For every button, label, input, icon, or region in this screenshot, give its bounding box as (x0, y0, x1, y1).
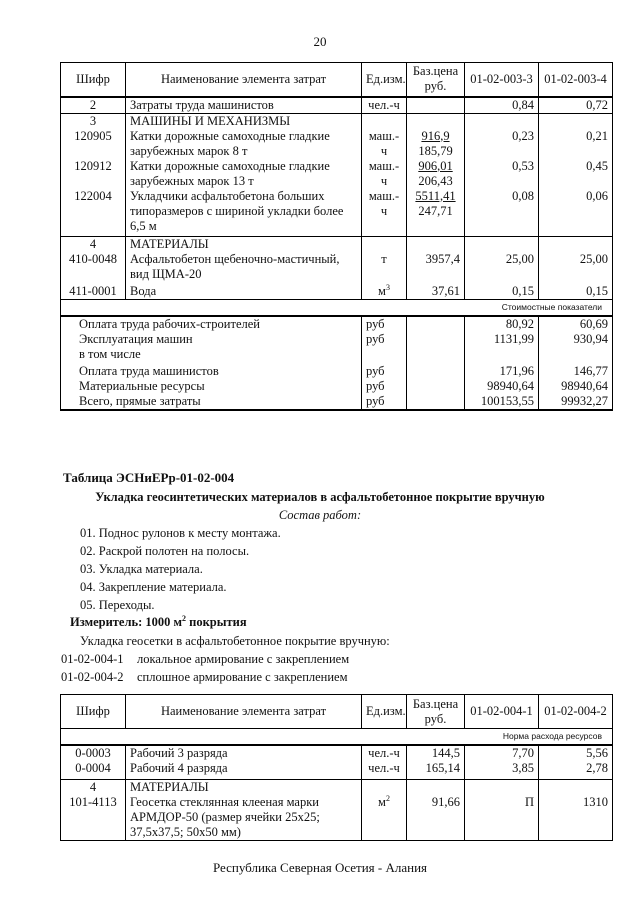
row-code: 410-0048 (61, 252, 126, 284)
row-price-2: 206,43 (418, 173, 453, 188)
cost-row (61, 364, 613, 379)
row-unit: чел.-ч (362, 761, 407, 779)
row-v1: П (465, 795, 539, 841)
row-price: 37,61 (407, 284, 465, 300)
page-number: 20 (313, 34, 327, 49)
cost-name: в том числе (61, 347, 362, 364)
table-row (61, 252, 613, 284)
code-id: 01-02-004-1 (61, 652, 124, 666)
table-row (61, 761, 613, 779)
row-name: Затраты труда машинистов (126, 97, 362, 114)
work-item: 01. Поднос рулонов к месту монтажа. (80, 526, 281, 540)
row-unit: м (378, 794, 386, 809)
row-code: 2 (61, 97, 126, 114)
row-price-2: 247,71 (418, 203, 453, 218)
cost-row (61, 379, 613, 394)
cost-unit: руб (362, 316, 407, 332)
row-unit: чел.-ч (362, 97, 407, 114)
norm-label: Норма расхода ресурсов (61, 729, 613, 746)
measure-sup: 2 (182, 613, 187, 623)
table-title: Таблица ЭСНиЕРр-01-02-004 (63, 470, 235, 485)
row-price: 144,5 (407, 745, 465, 761)
description: Укладка геосетки в асфальтобетонное покрытие вручную: (80, 634, 390, 648)
row-unit: маш.-ч (362, 159, 407, 189)
row-name: Катки дорожные самоходные гладкие зарубежных марок 13 т (126, 159, 362, 189)
code-text: локальное армирование с закреплением (137, 652, 350, 666)
row-v1: 0,08 (465, 189, 539, 237)
code-text: сплошное армирование с закреплением (137, 670, 348, 684)
code-id: 01-02-004-2 (61, 670, 124, 684)
row-v1: 25,00 (465, 252, 539, 284)
row-unit: чел.-ч (362, 745, 407, 761)
row-v2: 0,45 (539, 159, 613, 189)
section-title: МАШИНЫ И МЕХАНИЗМЫ (126, 113, 362, 129)
cost-unit: руб (362, 332, 407, 347)
row-price: 165,14 (407, 761, 465, 779)
header-col-003-4: 01-02-003-4 (539, 63, 613, 97)
table-row (61, 189, 613, 237)
footer: Республика Северная Осетия - Алания (212, 860, 428, 875)
header-price: Баз.цена руб. (407, 695, 465, 729)
row-v1: 0,84 (465, 97, 539, 114)
row-v1: 3,85 (465, 761, 539, 779)
row-v2: 5,56 (539, 745, 613, 761)
norm-label-row (61, 729, 613, 746)
row-code: 120912 (61, 159, 126, 189)
cost-v1: 98940,64 (465, 379, 539, 394)
row-unit: маш.-ч (362, 129, 407, 159)
row-unit: маш.-ч (362, 189, 407, 237)
header-name: Наименование элемента затрат (126, 63, 362, 97)
header-price: Баз.цена руб. (407, 63, 465, 97)
row-v1: 7,70 (465, 745, 539, 761)
cost-v1: 171,96 (465, 364, 539, 379)
header-col-004-2: 01-02-004-2 (539, 695, 613, 729)
row-v2: 2,78 (539, 761, 613, 779)
table-row (61, 284, 613, 300)
section-code: 3 (61, 113, 126, 129)
cost-unit: руб (362, 379, 407, 394)
cost-unit: руб (362, 364, 407, 379)
resource-table-1 (60, 62, 613, 411)
cost-v2: 146,77 (539, 364, 613, 379)
row-unit: т (362, 252, 407, 284)
measure (70, 615, 247, 630)
row-name: Рабочий 3 разряда (126, 745, 362, 761)
work-item: 03. Укладка материала. (80, 562, 203, 576)
section-code: 4 (61, 779, 126, 795)
section-row (61, 779, 613, 795)
row-name: Рабочий 4 разряда (126, 761, 362, 779)
header-code: Шифр (61, 63, 126, 97)
cost-v1: 80,92 (465, 316, 539, 332)
row-v1: 0,53 (465, 159, 539, 189)
table-row (61, 97, 613, 114)
measure-text: Измеритель: 1000 м (70, 615, 183, 629)
cost-row (61, 332, 613, 347)
row-price: 916,9 (421, 128, 450, 143)
work-item: 04. Закрепление материала. (80, 580, 227, 594)
header-unit: Ед.изм. (362, 63, 407, 97)
cost-unit: руб (362, 394, 407, 410)
section-row (61, 113, 613, 129)
row-unit: м (378, 284, 386, 298)
row-code: 0-0003 (61, 745, 126, 761)
header-col-004-1: 01-02-004-1 (465, 695, 539, 729)
cost-v2: 99932,27 (539, 394, 613, 410)
section-title: МАТЕРИАЛЫ (126, 237, 362, 253)
table-row (61, 129, 613, 159)
section-code: 4 (61, 237, 126, 253)
row-name: Вода (126, 284, 362, 300)
row-name: Геосетка стеклянная клееная марки АРМДОР-50 (размер ячейки 25х25; 37,5х37,5; 50х50 мм) (126, 795, 362, 841)
row-v2: 1310 (539, 795, 613, 841)
row-v2: 25,00 (539, 252, 613, 284)
cost-label: Стоимостные показатели (61, 300, 613, 317)
cost-row (61, 347, 613, 364)
row-v1: 0,23 (465, 129, 539, 159)
header-name: Наименование элемента затрат (126, 695, 362, 729)
cost-name: Оплата труда машинистов (61, 364, 362, 379)
cost-v2: 60,69 (539, 316, 613, 332)
cost-name: Эксплуатация машин (61, 332, 362, 347)
measure-tail: покрытия (186, 615, 247, 629)
row-v2: 0,21 (539, 129, 613, 159)
row-unit-sup: 3 (385, 282, 390, 292)
cost-label-row (61, 300, 613, 317)
row-price: 5511,41 (415, 188, 456, 203)
row-code: 122004 (61, 189, 126, 237)
table-row (61, 745, 613, 761)
header-code: Шифр (61, 695, 126, 729)
row-name: Асфальтобетон щебеночно-мастичный, вид ЩМА-20 (126, 252, 362, 284)
row-code: 0-0004 (61, 761, 126, 779)
cost-v2: 98940,64 (539, 379, 613, 394)
cost-v1: 100153,55 (465, 394, 539, 410)
row-price-2: 185,79 (418, 143, 453, 158)
row-code: 101-4113 (61, 795, 126, 841)
code-line (61, 670, 348, 685)
table-row (61, 159, 613, 189)
cost-name: Всего, прямые затраты (61, 394, 362, 410)
work-item: 02. Раскрой полотен на полосы. (80, 544, 250, 558)
row-price: 91,66 (407, 795, 465, 841)
row-code: 120905 (61, 129, 126, 159)
cost-v1: 1131,99 (465, 332, 539, 347)
row-price: 906,01 (418, 158, 453, 173)
work-item: 05. Переходы. (80, 598, 155, 612)
header-col-003-3: 01-02-003-3 (465, 63, 539, 97)
row-v2: 0,72 (539, 97, 613, 114)
row-v2: 0,06 (539, 189, 613, 237)
code-line (61, 652, 349, 667)
row-v2: 0,15 (539, 284, 613, 300)
header-unit: Ед.изм. (362, 695, 407, 729)
row-v1: 0,15 (465, 284, 539, 300)
cost-row (61, 316, 613, 332)
row-unit-sup: 2 (385, 793, 390, 803)
table-row (61, 795, 613, 841)
resource-table-2 (60, 694, 613, 841)
cost-row (61, 394, 613, 410)
cost-v2: 930,94 (539, 332, 613, 347)
section-title: МАТЕРИАЛЫ (126, 779, 362, 795)
cost-name: Оплата труда рабочих-строителей (61, 316, 362, 332)
section-row (61, 237, 613, 253)
row-name: Катки дорожные самоходные гладкие зарубежных марок 8 т (126, 129, 362, 159)
table-subtitle: Укладка геосинтетических материалов в асфальтобетонное покрытие вручную (95, 490, 545, 504)
row-code: 411-0001 (61, 284, 126, 300)
works-title: Состав работ: (278, 508, 362, 522)
row-name: Укладчики асфальтобетона больших типоразмеров с шириной укладки более 6,5 м (126, 189, 362, 237)
row-price: 3957,4 (407, 252, 465, 284)
cost-name: Материальные ресурсы (61, 379, 362, 394)
